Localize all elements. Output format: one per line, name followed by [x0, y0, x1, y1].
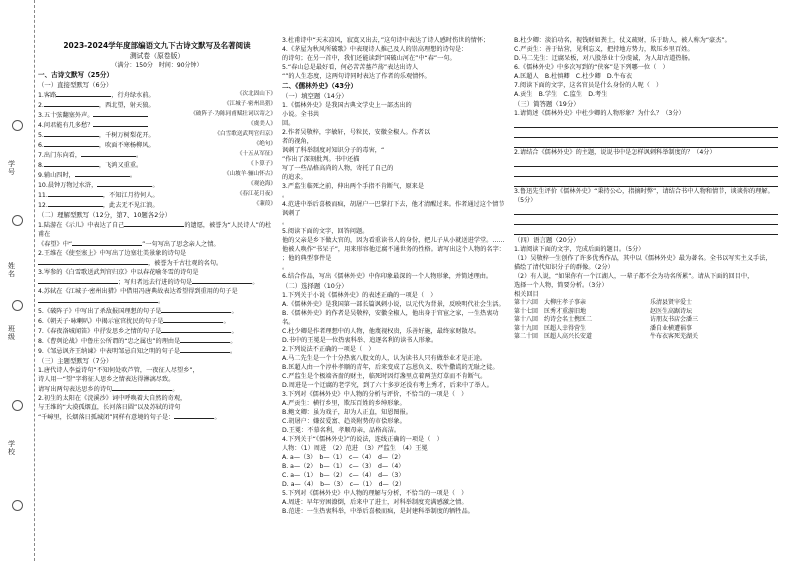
chapter-title: 第十七回 匡秀才重游旧地	[514, 307, 587, 315]
answer-line[interactable]	[514, 138, 778, 148]
short-answer-1: 1.请简述《儒林外史》中杜少卿的人物形象？为什么？（3分）	[514, 109, 778, 148]
choice-line: C.杜少卿是作者理想中的人物，他蔑视权贵，乐善好施，最终家财散尽。	[282, 328, 481, 335]
answer-line[interactable]	[514, 118, 778, 128]
choice-line: C.严贡生：善于钻营，见利忘义，把持地方势力，欺压乡里百姓。	[514, 46, 694, 53]
question-line: 1.请阅读下面的文字，完成后面的题目。（5分）	[514, 246, 645, 253]
question-line: 。	[282, 192, 289, 199]
subsection-heading: （四）语言题（20分）	[514, 236, 580, 244]
recitation-item	[38, 140, 276, 150]
answer-blank[interactable]	[112, 384, 172, 391]
choice-line: 7.阅读下面的文字，这名官员是什么身份的人呢（ ）	[514, 82, 663, 89]
item-prefix: 12.	[38, 202, 48, 209]
answer-blank[interactable]	[81, 150, 136, 157]
choice-line: B.杜少卿：淡泊功名，视钱财如粪土，仗义疏财，乐于助人，被人称为“豪杰”。	[514, 37, 731, 44]
recitation-item	[38, 190, 276, 200]
chapter-table	[514, 299, 778, 342]
answer-line[interactable]	[514, 177, 778, 187]
choice-line: B.范进：一生热衷科举，中举后喜极而疯，是封建科举制度的牺牲品。	[282, 508, 474, 515]
question-line: 他的父亲是乡下做大官的，因为看重读书人的身份，把儿子从小就送进学堂。……	[282, 237, 505, 244]
question-line: ；他的典型事件是	[282, 255, 332, 262]
question-line: 3.严监生临死之前，伸出两个手指不肯断气，原来是	[282, 183, 425, 190]
chapter-title: 第十六回 大柳庄孝子事亲	[514, 299, 587, 306]
choice-line: 2.下列说法不正确的一项是（ ）	[282, 346, 375, 353]
choice-continued	[514, 36, 778, 99]
section-heading: 二、《儒林外史》（43分）	[282, 82, 358, 90]
item-prefix: 2.	[38, 102, 44, 109]
choice-line: D.王冕：不慕名利，孝顺母亲，品格高洁。	[282, 427, 401, 434]
choice-line: 3.下列对《儒林外史》中人物的分析与评价，不恰当的一项是（ ）	[282, 391, 468, 398]
choice-line: C.胡屠户：嫌贫爱富、趋炎附势的市侩形象。	[282, 418, 406, 425]
question-line: 1.《儒林外史》是我国古典文学史上一部杰出的	[282, 102, 412, 109]
item-source: 《蒹葭》	[253, 201, 276, 207]
question-line: ”作出了深刻批判。书中还描	[282, 156, 360, 163]
binding-label-name: 姓名	[8, 262, 15, 278]
choice-line: D.马二先生：迂腐呆板，对八股举业十分虔诚，为人却古道热肠。	[514, 55, 694, 62]
chapter-title: 第十八回 约诗会名士携匡二	[514, 316, 593, 323]
item-suffix: ，不知江月待何人。	[102, 192, 159, 199]
subsection-heading: （一）直接型默写（6分）	[38, 81, 113, 89]
item-prefix: 6.	[38, 142, 44, 149]
choice-line: A.《儒林外史》是我国第一部长篇讽刺小说，以元代为背景，反映明代社会生活。	[282, 301, 505, 308]
fill-questions	[282, 101, 508, 281]
item-source: 《卜算子》	[248, 161, 276, 167]
text-line: 4.《茅屋为秋风所破歌》中表现诗人推己及人的崇高理想的诗句是：	[282, 46, 468, 53]
chapter-title: 赵医生高踞诗坛	[650, 307, 693, 315]
question-16: 4.苏轼在《江城子·密州出猎》中借用冯唐典故表达希望得到重用的句子是 。	[38, 288, 238, 305]
subsection-heading: （一）填空题（14分）	[282, 92, 348, 100]
item-prefix: 8.	[38, 162, 44, 169]
item-prefix: 9.辅山四时，	[38, 172, 75, 179]
item-suffix: ，飞鸿又重重。	[98, 162, 143, 169]
item-suffix: ，此去无不见江浪。	[102, 202, 159, 209]
question-15: 3.岑参的《白雪歌送武判官归京》中以春花喻冬雪的诗句是 ；写归者远去行进的诗句是 。	[38, 269, 259, 286]
item-suffix: ，西北望，射天狼。	[98, 102, 155, 109]
choice-line: 5.下列对《儒林外史》中人物的理解与分析，不恰当的一项是（ ）	[282, 490, 468, 497]
choice-line: A.马二先生是一个十分热衷八股文的人，认为读书人只有做举业才是正途。	[282, 355, 487, 362]
item-prefix: 3.五十弦翻塞外声。	[38, 112, 94, 119]
item-source: 《次北固山下》	[236, 91, 276, 97]
choice-line: A.贡生 B.学生 C.监生 D.考生	[514, 91, 608, 98]
item-suffix: ，行舟绿水前。	[111, 92, 155, 99]
binding-hole	[12, 400, 23, 411]
answer-line[interactable]	[514, 205, 778, 215]
question-line: 。	[282, 219, 289, 226]
answer-blank[interactable]	[44, 160, 99, 167]
short-answer-2: 2.请结合《儒林外史》的主题，说说书中是怎样讽刺科举制度的？（4分）	[514, 148, 778, 187]
recitation-item	[38, 100, 276, 110]
item-suffix: 。	[129, 172, 137, 179]
question-line: 他被人唤作“书呆子”，用来形容他迂腐不通世务的性格。请写出这个人物的名字：	[282, 246, 505, 253]
item-prefix: 10.晨钟万物过水浒，	[38, 182, 98, 189]
item-prefix: 7.出门东向看，	[38, 152, 82, 159]
item-source: 《江城子·密州出猎》	[223, 101, 276, 107]
question-line: 选择一个人物，简要分析。（3分）	[514, 282, 608, 289]
choice-line: A.匡超人 B.杜慎卿 C.杜少卿 D.牛布衣	[514, 73, 633, 80]
recitation-item	[38, 130, 276, 140]
answer-blank[interactable]	[44, 140, 99, 147]
recitation-item	[38, 150, 276, 160]
choice-line: C.严监生是个极端吝啬的财主，临死时因灯盏里点着两茎灯草而不肯断气。	[282, 373, 487, 380]
answer-line[interactable]	[514, 215, 778, 225]
recitation-list	[38, 90, 276, 210]
answer-blank[interactable]	[72, 239, 142, 246]
column-2	[282, 36, 508, 516]
choice-questions	[282, 291, 508, 516]
answer-blank[interactable]	[124, 220, 184, 227]
question-22: 1.唐代诗人李益诗句“不知何处吹芦管，一夜征人尽望乡”， 诗人用一“望”字将征人思乡之情表达得淋漓尽致。 请写出两句表达思乡的诗句 。	[38, 367, 199, 393]
recitation-item	[38, 160, 276, 170]
question-23: 2.初生的太阳在《浣溪沙》词中呼唤着大自然的奇观， 与王维的“大漠孤烟直，长河落日圆”以及苏轼的诗句 “千嶂里，长烟落日孤城闭”同样有意境的句子是： 。	[38, 395, 221, 421]
text-line: “”的人生态度，这两句诗同时表达了作者的乐观情怀。	[282, 73, 431, 80]
answer-line[interactable]	[514, 157, 778, 167]
answer-blank[interactable]	[48, 200, 103, 207]
choice-line: B.鲍文卿：虽为戏子，却为人正直，知恩图报。	[282, 409, 412, 416]
answer-blank[interactable]	[44, 130, 99, 137]
answer-blank[interactable]	[174, 412, 214, 419]
question-17: 5.《破阵子》中写出了杀敌报国理想的句子是 。	[38, 308, 238, 315]
answer-blank[interactable]	[44, 100, 99, 107]
question-line: 。	[282, 264, 289, 271]
item-source: 《虞美人》	[248, 121, 276, 127]
answer-blank[interactable]	[163, 316, 223, 323]
choice-line: 4.下列关于“《儒林外史》”的说法，连线正确的一项是（ ）	[282, 436, 443, 443]
binding-hole	[12, 500, 23, 511]
subsection-heading: （三）主题型默写（7分）	[38, 357, 113, 365]
recitation-item	[38, 170, 276, 180]
item-source: 《白雪歌送武判官归京》	[214, 131, 276, 137]
choice-line: A. a—（3） b—（1） c—（4） d—（2）	[282, 454, 405, 461]
item-suffix: 。	[152, 182, 159, 189]
column-3	[514, 36, 778, 342]
answer-line[interactable]	[514, 128, 778, 138]
choice-line: 1.下列关于小说《儒林外史》的表述正确的一项是（ ）	[282, 292, 437, 299]
question-line: 6.结合作品，写出《儒林外史》中你印象最深的一个人物形象，并简述理由。	[282, 273, 493, 280]
subsection-heading: （二）选择题（10分）	[282, 282, 348, 290]
binding-label-id: 学号	[8, 160, 15, 176]
question-18: 6.《朝天子·咏喇叭》中揭示宦官扰民的句子是 。	[38, 318, 230, 325]
answer-blank[interactable]	[38, 277, 118, 284]
question-14: 2.王维在《使至塞上》中写出了边塞壮美景象的诗句是 ，被誉为千古壮观的名句。	[38, 250, 223, 267]
answer-line[interactable]	[514, 167, 778, 177]
item-source: 《破阵子·为陈同甫赋壮词以寄之》	[190, 111, 276, 117]
item-source: 《春江花月夜》	[236, 191, 276, 197]
answer-blank[interactable]	[38, 258, 148, 265]
recitation-item	[38, 120, 276, 130]
question-line: 写了一些品格高尚的人物，寄托了自己的	[282, 165, 394, 172]
question-line: 的追求。	[282, 174, 307, 181]
binding-label-school: 学校	[8, 440, 15, 456]
item-source: 《山坡羊·骊山怀古》	[223, 171, 276, 177]
answer-blank[interactable]	[93, 110, 148, 117]
choice-line: 人物：（1）周进 （2）范进 （3）严监生 （4）王冕	[282, 445, 428, 452]
answer-blank[interactable]	[48, 190, 103, 197]
binding-hole	[12, 300, 23, 311]
item-prefix: 11.	[38, 192, 48, 199]
chapter-title: 牛布衣客死芜湖关	[650, 333, 699, 340]
item-suffix: ，千树万树梨花开。	[98, 132, 155, 139]
answer-blank[interactable]	[180, 346, 230, 353]
question-21: 9.《邹忌讽齐王纳谏》中表明邹忌自知之明的句子是 。	[38, 348, 237, 355]
answer-blank[interactable]	[38, 296, 158, 303]
question-line: 4.范进中举后喜极而疯，胡屠户一巴掌打下去，他才清醒过来。作者通过这个情节	[282, 201, 505, 208]
choice-line: A.周进：早年穷困潦倒，后来中了进士，对科举制度充满感激之情。	[282, 499, 468, 506]
answer-blank[interactable]	[180, 336, 230, 343]
short-answer-3: 3.鲁迅先生评价《儒林外史》“秉持公心，指摘时弊”，请结合书中人物和情节，谈谈你的理解。 （5分）	[514, 187, 778, 235]
text-line: 的诗句；在另一首中，我们还能读到“国破山河在”中“春”一句。	[282, 55, 456, 62]
text-line: 3.杜甫诗中“天末凉风，寂寞又出去，”这句诗中表达了诗人感时伤世的情怀；	[282, 37, 490, 44]
subsection-heading: （二）理解型默写（12分，第7、10题各2分）	[38, 211, 172, 219]
choice-line: B.匡超人由一个淳朴孝顺的青年，后来变成了忘恩负义、吹牛撒谎的无耻之徒。	[282, 364, 499, 371]
recitation-item	[38, 90, 276, 100]
question-line: 者的视角，	[282, 138, 313, 145]
chapter-title: 乐清县贤宰爱士	[650, 299, 693, 306]
chapter-title: 第十九回 匡超人幸得营生	[514, 324, 587, 332]
choice-line: 6.《儒林外史》中多次写到的“侠客”是下列哪一位（ ）	[514, 64, 669, 71]
binding-hole	[12, 120, 23, 131]
exam-subtitle: 测试卷（原卷版）	[129, 52, 185, 60]
question-19: 7.《春夜洛城闻笛》中抒发思乡之情的句子是 。	[38, 328, 238, 335]
answer-blank[interactable]	[93, 120, 148, 127]
answer-blank[interactable]	[75, 170, 130, 177]
choice-line: D.书中的王冕是一位热衷科举、追逐名利的读书人形象。	[282, 337, 438, 344]
answer-blank[interactable]	[56, 90, 111, 97]
question-line: 讽刺了	[282, 210, 301, 217]
binding-margin	[0, 0, 35, 561]
recitation-item	[38, 110, 276, 120]
item-source: 《观沧海》	[248, 181, 276, 187]
section-heading: 一、古诗文默写（25分）	[38, 71, 114, 79]
item-suffix: ，吹面不寒杨柳风。	[98, 142, 155, 149]
answer-blank[interactable]	[97, 180, 152, 187]
subsection-heading: （三）简答题（19分）	[514, 100, 580, 108]
text-line: 5.“春山总是最好看，何必苦苦墓芦荡”表达出诗人	[282, 64, 419, 71]
recitation-item	[38, 200, 276, 210]
question-line: 回。	[282, 120, 295, 127]
exam-meta: （满分：150分 时间：90分钟）	[111, 62, 203, 69]
question-line: 2.作者吴敬梓，字敏轩，号粒民，安徽全椒人。作者以	[282, 129, 431, 136]
choice-line: D.周进是一个迂腐的老学究，到了六十多岁还没有考上秀才，后来中了举人。	[282, 382, 493, 389]
language-questions	[514, 245, 778, 299]
item-prefix: 1.客路	[38, 92, 57, 99]
question-20: 8.《曹刿论战》中鲁庄公所谓的“忠之属也”的理由是 。	[38, 338, 237, 345]
chapter-title: 访朋友书店会潘三	[650, 316, 699, 323]
question-line: 相关回目	[514, 291, 539, 298]
question-line: 小说。全书共	[282, 111, 320, 118]
binding-hole	[12, 215, 23, 226]
choice-line: B.《儒林外史》的作者是吴敬梓，安徽全椒人，他出身于官宦之家，一生热衷功名。	[282, 310, 499, 326]
question-line: （1）吴敬梓一生创作了许多优秀作品，其中以《儒林外史》最为著名。全书以写实主义手法，	[514, 255, 772, 262]
choice-line: A.严贡生：横行乡里，欺压百姓的乡绅形象。	[282, 400, 406, 407]
recitation-continued	[282, 36, 508, 81]
answer-line[interactable]	[514, 225, 778, 235]
question-13: 1.陆游在《示儿》中表达了自己 的遗愿，被誉为“人民诗人”的杜甫在 《春望》中“ ”一句写出了思念亲人之情。	[38, 222, 272, 248]
question-line: （2）有人说，“如果你有一个江湖人，一辈子都不会为功名所累”。请从下面的回目中，	[514, 273, 754, 280]
item-source: 《绝句》	[253, 141, 276, 147]
choice-line: D. a—（4） b—（3） c—（1） d—（2）	[282, 481, 406, 488]
chapter-title: 第二十回 匡超人高兴长安道	[514, 333, 593, 340]
item-prefix: 5.	[38, 132, 44, 139]
question-line: 讽刺了科举制度对知识分子的毒害，“	[282, 147, 385, 154]
item-suffix: 。	[136, 152, 143, 159]
choice-line: C. a—（1） b—（2） c—（4） d—（3）	[282, 472, 405, 479]
recitation-item	[38, 180, 276, 190]
question-line: 5.阅读下面的文字，回答问题。	[282, 228, 369, 235]
binding-label-class: 班级	[8, 325, 15, 341]
choice-line: B. a—（2） b—（1） c—（3） d—（4）	[282, 463, 405, 470]
chapter-title: 潘自业横遭祸事	[650, 324, 693, 332]
exam-title: 2023-2024学年度部编语文九下古诗文默写及名著阅读	[63, 41, 251, 50]
item-prefix: 4.问君能有几多愁？	[38, 122, 94, 129]
answer-blank[interactable]	[192, 277, 252, 284]
question-line: 描绘了清代知识分子的群像。（2分）	[514, 264, 614, 271]
column-1	[38, 40, 276, 422]
answer-blank[interactable]	[161, 326, 231, 333]
item-source: 《十五从军征》	[236, 151, 276, 157]
answer-blank[interactable]	[161, 306, 231, 313]
